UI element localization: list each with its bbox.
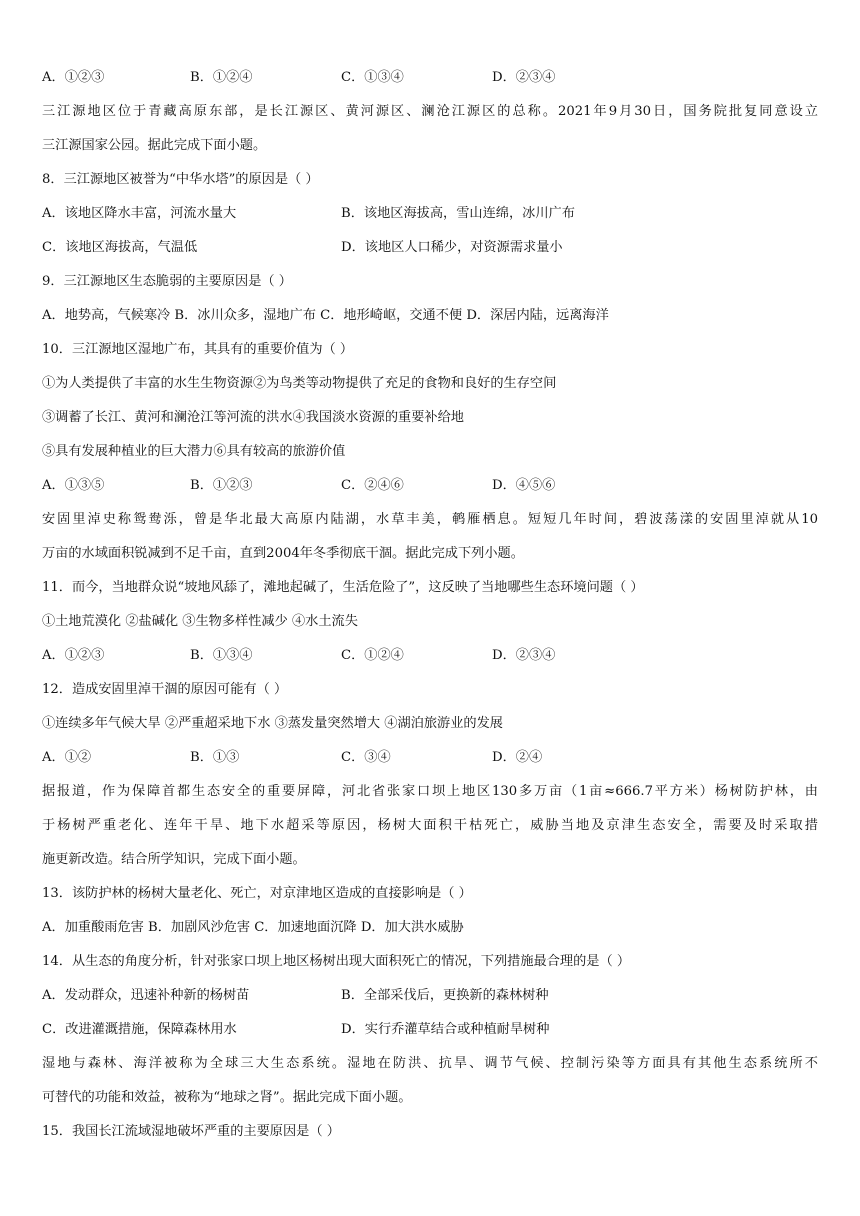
q8-options-row2 [42,238,822,258]
passage-zhangjiakou-line2: 于杨树严重老化、连年干旱、地下水超采等原因，杨树大面积干枯死亡，威胁当地及京津生态安全，需要及时采取措 [42,818,818,833]
question-11: 11．而今，当地群众说“坡地风舔了，滩地起碱了，生活危险了”，这反映了当地哪些生态环境问题（ ） [42,580,644,595]
passage-wetland-line1: 湿地与森林、海洋被称为全球三大生态系统。湿地在防洪、抗旱、调节气候、控制污染等方面具有其他生态系统所不 [42,1056,818,1071]
question-10: 10．三江源地区湿地广布，其具有的重要价值为（ ） [42,342,354,357]
q10-options [42,476,822,496]
option-a: A．发动群众，迅速补种新的杨树苗 [42,988,250,1003]
option-c: C．②④⑥ [341,478,404,493]
option-d: D．②③④ [492,648,556,663]
option-b: B．该地区海拔高，雪山连绵，冰川广布 [341,206,575,221]
option-c: C．该地区海拔高，气温低 [42,240,198,255]
question-9: 9．三江源地区生态脆弱的主要原因是（ ） [42,274,292,289]
option-d: D．②④ [492,750,543,765]
q7-options [42,68,822,88]
option-d: D．该地区人口稀少，对资源需求量小 [341,240,563,255]
option-a: A．该地区降水丰富，河流水量大 [42,206,237,221]
option-b: B．①②③ [190,478,253,493]
option-a: A．①②③ [42,70,105,85]
q12-options [42,748,822,768]
q10-statement-2: ③调蓄了长江、黄河和澜沧江等河流的洪水④我国淡水资源的重要补给地 [42,410,464,425]
q10-statement-3: ⑤具有发展种植业的巨大潜力⑥具有较高的旅游价值 [42,444,346,459]
q11-options [42,646,822,666]
question-15: 15．我国长江流域湿地破坏严重的主要原因是（ ） [42,1124,340,1139]
q14-options-row2 [42,1020,822,1040]
question-8: 8．三江源地区被誉为“中华水塔”的原因是（ ） [42,172,319,187]
q9-options: A．地势高，气候寒冷 B．冰川众多，湿地广布 C．地形崎岖，交通不便 D．深居内陆，远离海洋 [42,308,609,323]
question-14: 14．从生态的角度分析，针对张家口坝上地区杨树出现大面积死亡的情况，下列措施最合理的是（ ） [42,954,631,969]
option-c: C．③④ [341,750,391,765]
option-a: A．①②③ [42,648,105,663]
passage-zhangjiakou-line1: 据报道，作为保障首都生态安全的重要屏障，河北省张家口坝上地区130多万亩（1亩≈666.7平方米）杨树防护林，由 [42,784,818,799]
q14-options-row1 [42,986,822,1006]
passage-anguli-line1: 安固里淖史称鸳鸯泺，曾是华北最大高原内陆湖，水草丰美，鹌雁栖息。短短几年时间，碧波荡漾的安固里淖就从10 [42,512,818,527]
option-b: B．全部采伐后，更换新的森林树种 [341,988,549,1003]
q13-options: A．加重酸雨危害 B．加剧风沙危害 C．加速地面沉降 D．加大洪水威胁 [42,920,464,935]
passage-sanjiangyuan-line2: 三江源国家公园。据此完成下面小题。 [42,138,267,153]
option-a: A．①③⑤ [42,478,105,493]
q12-statements: ①连续多年气候大旱 ②严重超采地下水 ③蒸发量突然增大 ④湖泊旅游业的发展 [42,716,503,731]
passage-anguli-line2: 万亩的水域面积锐减到不足千亩，直到2004年冬季彻底干涸。据此完成下列小题。 [42,546,524,561]
option-a: A．①② [42,750,92,765]
option-d: D．实行乔灌草结合或种植耐旱树种 [341,1022,550,1037]
q11-statements: ①土地荒漠化 ②盐碱化 ③生物多样性减少 ④水土流失 [42,614,358,629]
question-12: 12．造成安固里淖干涸的原因可能有（ ） [42,682,288,697]
passage-sanjiangyuan-line1: 三江源地区位于青藏高原东部，是长江源区、黄河源区、澜沧江源区的总称。2021年9月30日，国务院批复同意设立 [42,104,818,119]
option-c: C．改进灌溉措施，保障森林用水 [42,1022,237,1037]
q10-statement-1: ①为人类提供了丰富的水生生物资源②为鸟类等动物提供了充足的食物和良好的生存空间 [42,376,557,391]
option-c: C．①②④ [341,648,404,663]
option-d: D．④⑤⑥ [492,478,556,493]
question-13: 13．该防护林的杨树大量老化、死亡，对京津地区造成的直接影响是（ ） [42,886,472,901]
passage-wetland-line2: 可替代的功能和效益，被称为“地球之肾”。据此完成下面小题。 [42,1090,412,1105]
option-b: B．①②④ [190,70,253,85]
option-b: B．①③④ [190,648,253,663]
option-c: C．①③④ [341,70,404,85]
option-d: D．②③④ [492,70,556,85]
option-b: B．①③ [190,750,240,765]
q8-options-row1 [42,204,822,224]
passage-zhangjiakou-line3: 施更新改造。结合所学知识，完成下面小题。 [42,852,306,867]
